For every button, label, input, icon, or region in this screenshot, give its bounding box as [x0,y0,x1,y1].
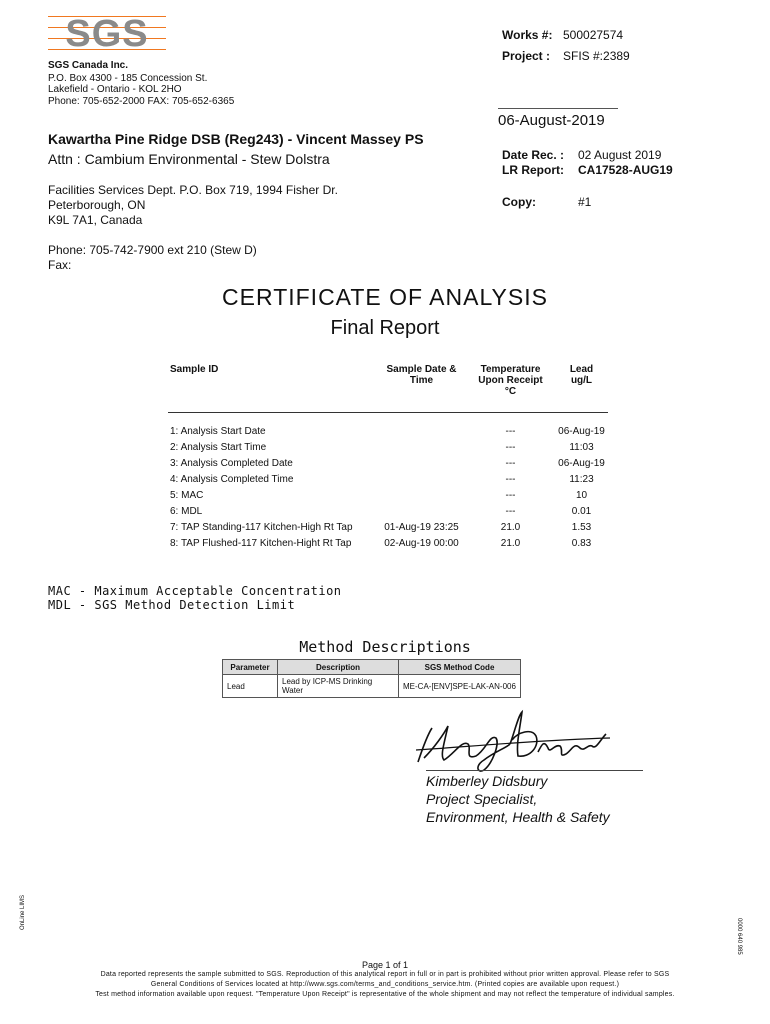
abbreviation-mdl: MDL - SGS Method Detection Limit [48,598,296,612]
cell-temperature: --- [505,425,516,437]
company-name: SGS Canada Inc. [48,60,129,71]
works-value: 500027574 [563,28,624,42]
cell-lead: 1.53 [571,521,592,533]
header-lead: Lead ug/L [555,362,608,413]
cell-lead: 11:23 [569,473,594,485]
results-table [168,362,608,551]
table-row [168,439,608,455]
method-description: Lead by ICP-MS Drinking Water [278,675,399,698]
client-attn: Attn : Cambium Environmental - Stew Dolstra [48,151,330,167]
method-header-row [223,660,521,675]
method-table [222,659,521,698]
sgs-logo [48,8,166,54]
client-address-line: K9L 7A1, Canada [48,213,143,227]
table-row [168,535,608,551]
cell-temperature: --- [505,473,516,485]
method-row [223,675,521,698]
cell-sample-date [377,455,466,471]
footer-line: Data reported represents the sample submitted to SGS. Reproduction of this analytical report in full or in part is prohibited without prior written approval. Please refer to SGS [100,971,670,978]
date-rec-value: 02 August 2019 [578,148,662,162]
cell-lead: 06-Aug-19 [558,457,605,469]
cell-sample-date [377,471,466,487]
cell-temperature: --- [505,489,516,501]
cell-sample-id: 3: Analysis Completed Date [170,457,293,469]
lr-report-value: CA17528-AUG19 [578,163,673,177]
copy-label: Copy: [502,195,536,209]
handwritten-signature [414,704,614,780]
cell-sample-date [377,439,466,455]
results-header-row [168,362,608,413]
document-subtitle: Final Report [330,317,440,339]
header-sample-date: Sample Date & Time [377,362,466,413]
signer-name: Kimberley Didsbury [426,773,548,789]
cell-temperature: 21.0 [500,521,521,533]
svg-text:SGS: SGS [65,13,149,54]
cell-sample-date: 01-Aug-19 23:25 [384,521,459,533]
cell-sample-date: 02-Aug-19 00:00 [384,537,459,549]
cell-sample-id: 6: MDL [170,505,203,517]
cell-temperature: --- [505,457,516,469]
client-name: Kawartha Pine Ridge DSB (Reg243) - Vincent Massey PS [48,131,424,147]
client-fax: Fax: [48,258,72,272]
cell-sample-date [377,487,466,503]
cell-lead: 11:03 [569,441,594,453]
table-row [168,519,608,535]
header-sample-id: Sample ID [168,362,377,413]
works-label: Works #: [502,28,553,42]
signer-department: Environment, Health & Safety [426,809,610,825]
cell-sample-id: 5: MAC [170,489,204,501]
cell-temperature: --- [505,505,516,517]
table-row [168,487,608,503]
signer-role: Project Specialist, [426,791,538,807]
cell-sample-id: 2: Analysis Start Time [170,441,267,453]
copy-value: #1 [578,195,592,209]
company-address-line: P.O. Box 4300 - 185 Concession St. [48,73,208,84]
footer-line: General Conditions of Services located at http://www.sgs.com/terms_and_conditions_service.htm. (Printed copies are available upon request.) [150,981,620,988]
lr-report-label: LR Report: [502,163,564,177]
method-header-parameter: Parameter [223,660,278,675]
cell-sample-id: 4: Analysis Completed Time [170,473,294,485]
project-value: SFIS #:2389 [563,49,630,63]
cell-sample-id: 8: TAP Flushed-117 Kitchen-Hight Rt Tap [170,537,352,549]
cell-lead: 10 [575,489,588,501]
cell-temperature: 21.0 [500,537,521,549]
method-descriptions-title: Method Descriptions [299,638,471,656]
client-address-line: Peterborough, ON [48,198,146,212]
method-code: ME-CA-[ENV]SPE-LAK-AN-006 [399,675,521,698]
table-row [168,471,608,487]
cell-sample-date [377,413,466,440]
company-address-line: Lakefield - Ontario - KOL 2HO [48,84,182,95]
cell-sample-id: 7: TAP Standing-117 Kitchen-High Rt Tap [170,521,353,533]
cell-lead: 06-Aug-19 [558,425,605,437]
client-address-line: Facilities Services Dept. P.O. Box 719, 1994 Fisher Dr. [48,183,338,197]
cell-sample-date [377,503,466,519]
method-parameter: Lead [223,675,278,698]
document-title: CERTIFICATE OF ANALYSIS [222,284,548,310]
cell-lead: 0.83 [571,537,592,549]
side-label-right: 0000 640 985 [736,918,742,955]
report-date: 06-August-2019 [498,112,605,129]
method-header-description: Description [278,660,399,675]
footer-line: Test method information available upon request. "Temperature Upon Receipt" is representative of the whole shipment and may not reflect the temperature of individual samples. [95,991,675,998]
cell-temperature: --- [505,441,516,453]
abbreviation-mac: MAC - Maximum Acceptable Concentration [48,584,342,598]
method-header-code: SGS Method Code [399,660,521,675]
table-row [168,413,608,440]
date-divider [498,108,618,109]
cell-lead: 0.01 [571,505,592,517]
side-label-left: OnLine LIMS [20,894,26,930]
page-number: Page 1 of 1 [361,960,409,970]
date-rec-label: Date Rec. : [502,148,565,162]
company-phone: Phone: 705-652-2000 FAX: 705-652-6365 [48,96,235,107]
signature-line [426,770,643,771]
client-phone: Phone: 705-742-7900 ext 210 (Stew D) [48,243,257,257]
table-row [168,455,608,471]
header-temperature: Temperature Upon Receipt °C [466,362,555,413]
table-row [168,503,608,519]
cell-sample-id: 1: Analysis Start Date [170,425,266,437]
project-label: Project : [502,49,551,63]
